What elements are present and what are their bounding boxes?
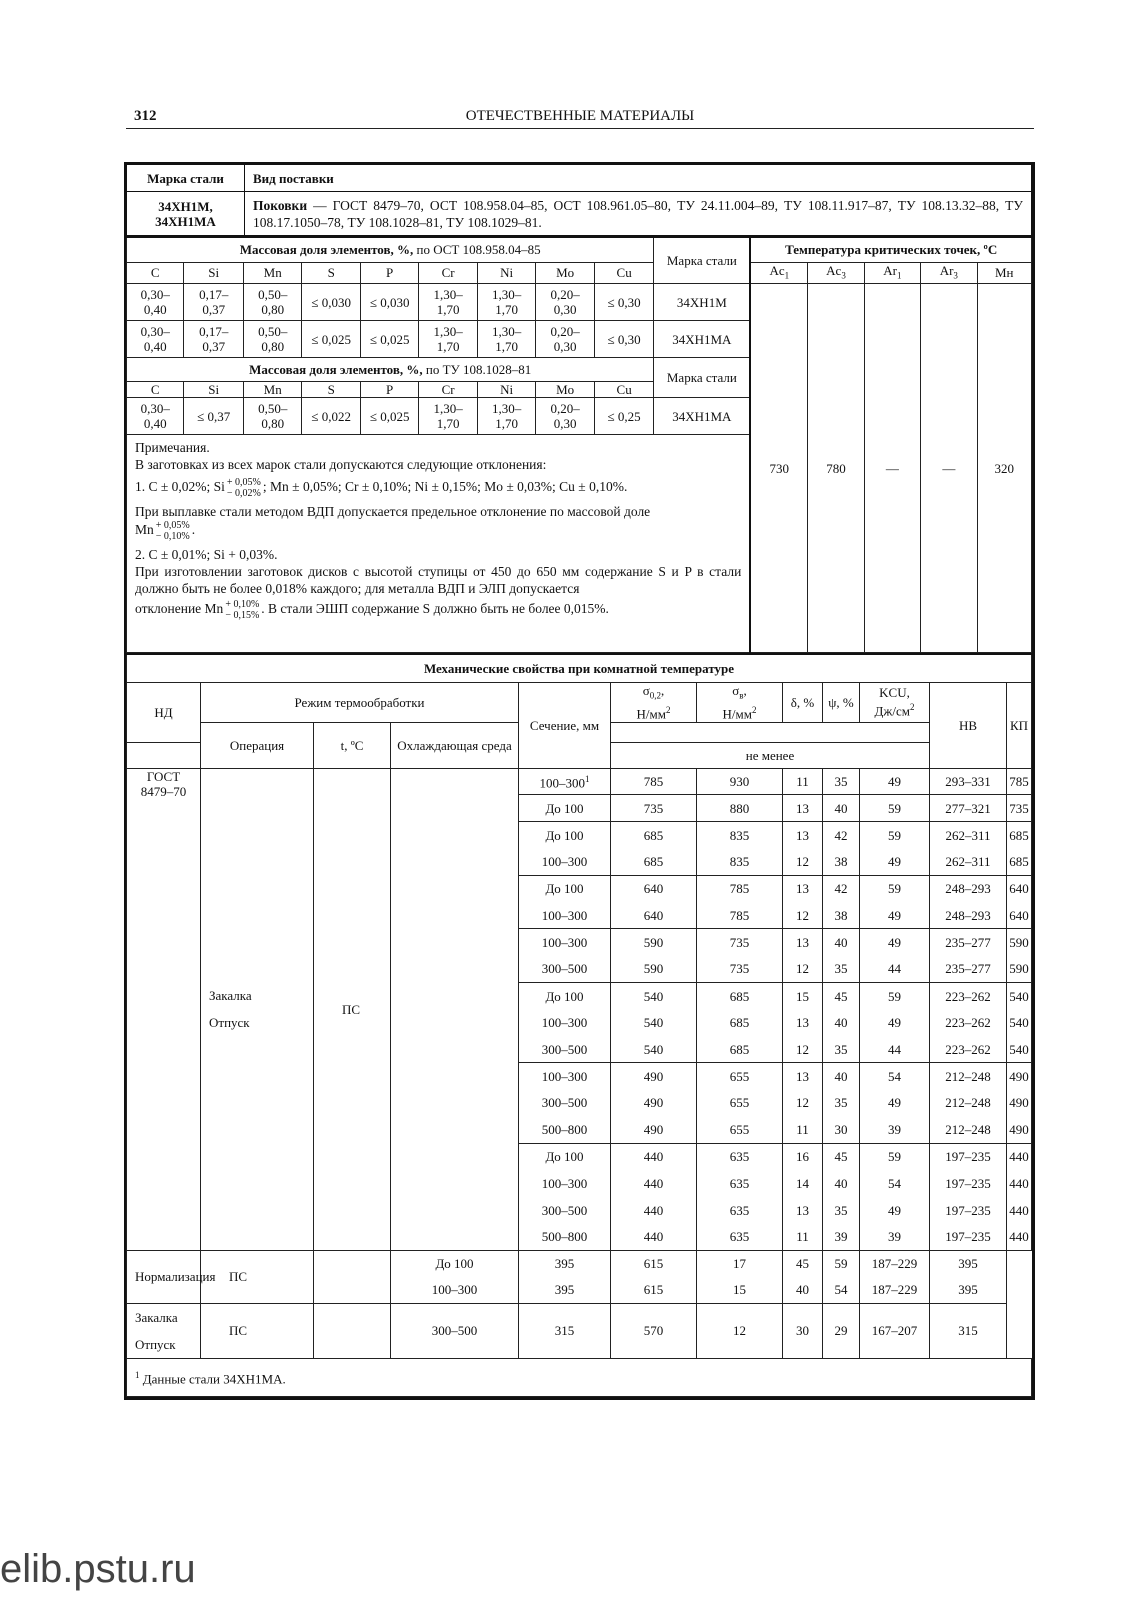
si-tolerance: + 0,05% − 0,02% bbox=[226, 477, 261, 500]
value-cell: 212–248 bbox=[930, 1090, 1007, 1117]
section-cell: До 100 bbox=[519, 795, 611, 822]
crit-value-ar3: — bbox=[921, 284, 977, 653]
crit-value-mn: 320 bbox=[977, 284, 1031, 653]
crit-ac3: $Ac_3$ bbox=[808, 262, 864, 284]
value-cell: 590 bbox=[1007, 929, 1032, 956]
crit-value-ac3: 780 bbox=[808, 284, 864, 653]
value-cell: 11 bbox=[783, 768, 823, 795]
value-cell: 59 bbox=[860, 875, 930, 902]
h-psi: ψ, % bbox=[823, 682, 860, 722]
value-cell: 293–331 bbox=[930, 768, 1007, 795]
value-cell: 13 bbox=[783, 875, 823, 902]
value-cell: 35 bbox=[823, 956, 860, 983]
value-cell: 440 bbox=[611, 1197, 697, 1224]
footnote: $^1$ Данные стали 34ХН1МА. bbox=[127, 1358, 1032, 1396]
h-kcu: KCU, $Дж/см^2$ bbox=[860, 682, 930, 722]
h-hb: HB bbox=[930, 682, 1007, 768]
value-cell: 640 bbox=[611, 875, 697, 902]
value-cell: 13 bbox=[783, 822, 823, 849]
value-cell: 30 bbox=[823, 1116, 860, 1143]
value-cell: 42 bbox=[823, 875, 860, 902]
section-cell: 300–500 bbox=[519, 1090, 611, 1117]
value-cell: 197–235 bbox=[930, 1224, 1007, 1251]
critical-points-title: Температура критических точек, ºС bbox=[750, 237, 1031, 262]
value-cell: 49 bbox=[860, 902, 930, 929]
value-cell: 785 bbox=[1007, 768, 1032, 795]
temp-cell: ПС bbox=[201, 1250, 314, 1303]
value-cell: 13 bbox=[783, 795, 823, 822]
value-cell: 440 bbox=[611, 1170, 697, 1197]
value-cell: 540 bbox=[1007, 1036, 1032, 1063]
el-si: Si bbox=[184, 262, 244, 284]
value-cell: 685 bbox=[1007, 848, 1032, 875]
supply-description bbox=[245, 192, 1032, 236]
el-s: S bbox=[302, 262, 360, 284]
h-cooling: Охлаждающая среда bbox=[391, 722, 519, 768]
value-cell: 440 bbox=[1007, 1197, 1032, 1224]
value-cell: 835 bbox=[697, 822, 783, 849]
value-cell: 35 bbox=[823, 1090, 860, 1117]
steel-sheet bbox=[124, 162, 1035, 1400]
value-cell: 440 bbox=[1007, 1224, 1032, 1251]
value-cell: 735 bbox=[697, 929, 783, 956]
value-cell: 635 bbox=[697, 1197, 783, 1224]
value-cell: 490 bbox=[1007, 1116, 1032, 1143]
section-cell: 100–300 bbox=[519, 848, 611, 875]
section-cell: 100–300 bbox=[519, 1170, 611, 1197]
value-cell: 59 bbox=[860, 982, 930, 1009]
section-cell: 500–800 bbox=[519, 1116, 611, 1143]
value-cell: 395 bbox=[519, 1250, 611, 1277]
value-cell: 735 bbox=[697, 956, 783, 983]
mechanical-table bbox=[126, 653, 1032, 1397]
value-cell: 12 bbox=[783, 956, 823, 983]
value-cell: 277–321 bbox=[930, 795, 1007, 822]
nd-cell: ГОСТ 8479–70 bbox=[127, 768, 201, 1250]
value-cell: 223–262 bbox=[930, 1009, 1007, 1036]
temp-cell: ПС bbox=[314, 768, 391, 1250]
h-operation: Операция bbox=[201, 722, 314, 768]
section-cell: До 100 bbox=[519, 875, 611, 902]
value-cell: 40 bbox=[823, 1009, 860, 1036]
section-cell: 300–500 bbox=[519, 956, 611, 983]
grade-column-header: Марка стали bbox=[654, 237, 750, 284]
value-cell: 12 bbox=[783, 1036, 823, 1063]
value-cell: 590 bbox=[611, 956, 697, 983]
value-cell: 640 bbox=[1007, 875, 1032, 902]
value-cell: 12 bbox=[697, 1303, 783, 1358]
grade-names: 34ХН1М, 34ХН1МА bbox=[127, 192, 245, 236]
value-cell: 262–311 bbox=[930, 822, 1007, 849]
section-cell: 100–300 bbox=[519, 1009, 611, 1036]
el-p: P bbox=[360, 262, 418, 284]
value-cell: 615 bbox=[611, 1277, 697, 1304]
value-cell: 248–293 bbox=[930, 875, 1007, 902]
value-cell: 40 bbox=[823, 795, 860, 822]
value-cell: 38 bbox=[823, 848, 860, 875]
mn-tolerance-2: + 0,10% − 0,15% bbox=[225, 599, 260, 622]
value-cell: 540 bbox=[611, 1036, 697, 1063]
section-cell: 100–300 bbox=[519, 902, 611, 929]
value-cell: 440 bbox=[611, 1143, 697, 1170]
value-cell: 685 bbox=[611, 848, 697, 875]
composition-row: 0,30– 0,40 0,17– 0,37 0,50– 0,80 ≤ 0,025 ≤ 0,025 1,30– 1,70 1,30– 1,70 0,20– 0,30 ≤ 0,30 34ХН1МА bbox=[127, 321, 1032, 358]
value-cell: 17 bbox=[697, 1250, 783, 1277]
value-cell: 45 bbox=[823, 1143, 860, 1170]
h-sb: $\sigma_в$, $Н/мм^2$ bbox=[697, 682, 783, 722]
value-cell: 40 bbox=[783, 1277, 823, 1304]
value-cell: 187–229 bbox=[860, 1250, 930, 1277]
value-cell: 45 bbox=[783, 1250, 823, 1277]
value-cell: 835 bbox=[697, 848, 783, 875]
value-cell: 49 bbox=[860, 848, 930, 875]
page-title: ОТЕЧЕСТВЕННЫЕ МАТЕРИАЛЫ bbox=[465, 108, 695, 124]
section-cell: 100–300 bbox=[391, 1277, 519, 1304]
section-cell: До 100 bbox=[519, 982, 611, 1009]
value-cell: 735 bbox=[1007, 795, 1032, 822]
value-cell: 490 bbox=[611, 1063, 697, 1090]
value-cell: 640 bbox=[611, 902, 697, 929]
value-cell: 167–207 bbox=[860, 1303, 930, 1358]
value-cell: 15 bbox=[783, 982, 823, 1009]
h-temp: t, ºС bbox=[314, 722, 391, 768]
section-cell: До 100 bbox=[391, 1250, 519, 1277]
value-cell: 54 bbox=[860, 1170, 930, 1197]
el-ni: Ni bbox=[477, 262, 535, 284]
value-cell: 655 bbox=[697, 1116, 783, 1143]
value-cell: 635 bbox=[697, 1143, 783, 1170]
value-cell: 685 bbox=[611, 822, 697, 849]
value-cell: 235–277 bbox=[930, 929, 1007, 956]
crit-ar1: $Ar_1$ bbox=[864, 262, 920, 284]
value-cell: 14 bbox=[783, 1170, 823, 1197]
value-cell: 262–311 bbox=[930, 848, 1007, 875]
composition-table: Массовая доля элементов, %, по ОСТ 108.958.04–85 Марка стали Температура критических точек, ºС C Si Mn S P Cr Ni Mo Cu $Ac_1$ $Ac_3$ $Ar_1$ $Ar_3$ Mн 0,30– 0,40 0,17– 0,37 0,50– 0,80 ≤ 0,030 ≤ 0,030 1,30– 1,70 1,30– 1,70 0,20– 0,30 ≤ 0,30 34ХН1М 730 780 — — 320 0,30– 0,40 0,17– 0,37 0,50– 0,80 ≤ 0,025 ≤ 0,025 1,30– 1,70 1,30– 1,70 0,20– 0,30 ≤ 0,30 34ХН1МА Массовая доля элементов, %, по ТУ 108.1028–81 Марка стали C Si Mn S P Cr Ni Mo Cu 0,30– 0,40 ≤ 0,37 0,50– 0,80 ≤ 0,022 ≤ 0,025 1,30– 1,70 1,30– 1,70 0,20– 0,30 ≤ 0,25 34ХН1МА Примечания. В заготовках из всех марок стали допускаются следующие отклонения: 1. C ± 0,02%; Si + 0,05% − 0,02% ; Mn ± 0,05%; Cr ± 0,10%; Ni ± 0,15%; Mo ± 0,03%; Cu ± 0,10%. При выплавке стали методом ВДП допускается предельное отклонение по массовой доле Mn + 0,05% − 0,10% . 2. C ± 0,01%; Si + 0,03%. При изготовлении заготовок дисков с высотой ступицы от 450 до 650 мм содержание S и P в стали должно быть не более 0,018% каждого; для металла ВДП и ЭЛП допускается отклонение Mn + 0,10% − 0,15% . В стали ЭШП содержание S должно быть не более 0,015%. bbox=[126, 236, 1032, 653]
value-cell: 12 bbox=[783, 848, 823, 875]
h-min: не менее bbox=[611, 742, 930, 768]
value-cell: 15 bbox=[697, 1277, 783, 1304]
operation-cell: Закалка Отпуск bbox=[201, 768, 314, 1250]
value-cell: 16 bbox=[783, 1143, 823, 1170]
value-cell: 540 bbox=[1007, 982, 1032, 1009]
supply-type: Поковки bbox=[253, 197, 308, 213]
supply-label: Вид поставки bbox=[245, 165, 1032, 192]
grade-label: Марка стали bbox=[127, 165, 245, 192]
value-cell: 59 bbox=[860, 1143, 930, 1170]
value-cell: 395 bbox=[930, 1250, 1007, 1277]
value-cell: 38 bbox=[823, 902, 860, 929]
value-cell: 570 bbox=[611, 1303, 697, 1358]
operation-cell: Закалка Отпуск bbox=[127, 1303, 201, 1358]
value-cell: 440 bbox=[611, 1224, 697, 1251]
value-cell: 13 bbox=[783, 1063, 823, 1090]
grade-column-header-2: Марка стали bbox=[654, 358, 750, 398]
value-cell: 540 bbox=[611, 982, 697, 1009]
crit-value-ac1: 730 bbox=[750, 284, 807, 653]
value-cell: 40 bbox=[823, 1170, 860, 1197]
value-cell: 440 bbox=[1007, 1143, 1032, 1170]
value-cell: 490 bbox=[1007, 1063, 1032, 1090]
el-mn: Mn bbox=[243, 262, 301, 284]
value-cell: 785 bbox=[697, 875, 783, 902]
value-cell: 12 bbox=[783, 902, 823, 929]
value-cell: 315 bbox=[930, 1303, 1007, 1358]
value-cell: 42 bbox=[823, 822, 860, 849]
value-cell: 187–229 bbox=[860, 1277, 930, 1304]
mech-title: Механические свойства при комнатной температуре bbox=[127, 654, 1032, 682]
value-cell: 11 bbox=[783, 1116, 823, 1143]
mn-tolerance-1: + 0,05% − 0,10% bbox=[155, 520, 190, 543]
value-cell: 212–248 bbox=[930, 1063, 1007, 1090]
value-cell: 685 bbox=[697, 1036, 783, 1063]
section-cell: 300–500 bbox=[519, 1197, 611, 1224]
value-cell: 223–262 bbox=[930, 982, 1007, 1009]
value-cell: 197–235 bbox=[930, 1197, 1007, 1224]
value-cell: 44 bbox=[860, 956, 930, 983]
crit-mn: Mн bbox=[977, 262, 1031, 284]
section-cell: 300–500 bbox=[391, 1303, 519, 1358]
value-cell: 615 bbox=[611, 1250, 697, 1277]
composition-title-2: Массовая доля элементов, %, по ТУ 108.1028–81 bbox=[127, 358, 654, 382]
operation-cell: Нормализация bbox=[127, 1250, 201, 1303]
value-cell: 440 bbox=[1007, 1170, 1032, 1197]
value-cell: 635 bbox=[697, 1224, 783, 1251]
mech-row bbox=[127, 1303, 1032, 1358]
value-cell: 540 bbox=[611, 1009, 697, 1036]
value-cell: 540 bbox=[1007, 1009, 1032, 1036]
crit-value-ar1: — bbox=[864, 284, 920, 653]
value-cell: 30 bbox=[783, 1303, 823, 1358]
value-cell: 590 bbox=[611, 929, 697, 956]
section-cell: До 100 bbox=[519, 1143, 611, 1170]
value-cell: 880 bbox=[697, 795, 783, 822]
value-cell: 13 bbox=[783, 1197, 823, 1224]
section-cell: $100-300^1$ bbox=[519, 768, 611, 795]
composition-row: 0,30– 0,40 ≤ 0,37 0,50– 0,80 ≤ 0,022 ≤ 0,025 1,30– 1,70 1,30– 1,70 0,20– 0,30 ≤ 0,25 34ХН1МА bbox=[127, 398, 1032, 435]
h-nd: НД bbox=[127, 682, 201, 742]
value-cell: 39 bbox=[860, 1116, 930, 1143]
temp-cell: ПС bbox=[201, 1303, 314, 1358]
value-cell: 590 bbox=[1007, 956, 1032, 983]
notes: Примечания. В заготовках из всех марок стали допускаются следующие отклонения: 1. C ± 0,02%; Si + 0,05% − 0,02% ; Mn ± 0,05%; Cr ± 0,10%; Ni ± 0,15%; Mo ± 0,03%; Cu ± 0,10%. При выплавке стали методом ВДП допускается предельное отклонение по массовой доле Mn + 0,05% − 0,10% . 2. C ± 0,01%; Si + 0,03%. При изготовлении заготовок дисков с высотой ступицы от 450 до 650 мм содержание S и P в стали должно быть не более 0,018% каждого; для металла ВДП и ЭЛП допускается отклонение Mn + 0,10% − 0,15% . В стали ЭШП содержание S должно быть не более 0,015%. bbox=[127, 435, 751, 653]
el-cu: Cu bbox=[594, 262, 654, 284]
section-cell: 100–300 bbox=[519, 1063, 611, 1090]
cooling-cell bbox=[314, 1303, 391, 1358]
composition-title-1: Массовая доля элементов, %, по ОСТ 108.958.04–85 bbox=[127, 237, 654, 262]
value-cell: 785 bbox=[611, 768, 697, 795]
value-cell: 49 bbox=[860, 768, 930, 795]
value-cell: 12 bbox=[783, 1090, 823, 1117]
el-c: C bbox=[127, 262, 184, 284]
composition-row: 0,30– 0,40 0,17– 0,37 0,50– 0,80 ≤ 0,030 ≤ 0,030 1,30– 1,70 1,30– 1,70 0,20– 0,30 ≤ 0,30 34ХН1М 730 780 — — 320 bbox=[127, 284, 1032, 321]
watermark: elib.pstu.ru bbox=[0, 1547, 196, 1591]
value-cell: 930 bbox=[697, 768, 783, 795]
value-cell: 54 bbox=[860, 1063, 930, 1090]
value-cell: 635 bbox=[697, 1170, 783, 1197]
value-cell: 685 bbox=[1007, 822, 1032, 849]
grade-supply-table bbox=[126, 164, 1032, 236]
value-cell: 685 bbox=[697, 1009, 783, 1036]
value-cell: 13 bbox=[783, 929, 823, 956]
h-section: Сечение, мм bbox=[519, 682, 611, 768]
value-cell: 39 bbox=[860, 1224, 930, 1251]
page-number: 312 bbox=[134, 108, 157, 124]
crit-ar3: $Ar_3$ bbox=[921, 262, 977, 284]
section-cell: 300–500 bbox=[519, 1036, 611, 1063]
cooling-cell bbox=[391, 768, 519, 1250]
value-cell: 735 bbox=[611, 795, 697, 822]
value-cell: 685 bbox=[697, 982, 783, 1009]
value-cell: 35 bbox=[823, 1036, 860, 1063]
value-cell: 490 bbox=[611, 1116, 697, 1143]
mech-row bbox=[127, 1250, 1032, 1277]
value-cell: 54 bbox=[823, 1277, 860, 1304]
value-cell: 315 bbox=[519, 1303, 611, 1358]
value-cell: 59 bbox=[860, 795, 930, 822]
value-cell: 40 bbox=[823, 1063, 860, 1090]
mech-row bbox=[127, 768, 1032, 795]
section-cell: До 100 bbox=[519, 822, 611, 849]
value-cell: 490 bbox=[611, 1090, 697, 1117]
value-cell: 223–262 bbox=[930, 1036, 1007, 1063]
value-cell: 59 bbox=[823, 1250, 860, 1277]
supply-standards: — ГОСТ 8479–70, ОСТ 108.958.04–85, ОСТ 108.961.05–80, ТУ 24.11.004–89, ТУ 108.11.917–87, ТУ 108.13.32–88, ТУ 108.17.1050–78, ТУ 108.1028–81, ТУ 108.1029–81. bbox=[253, 197, 1023, 230]
value-cell: 11 bbox=[783, 1224, 823, 1251]
crit-ac1: $Ac_1$ bbox=[750, 262, 807, 284]
section-cell: 100–300 bbox=[519, 929, 611, 956]
value-cell: 655 bbox=[697, 1090, 783, 1117]
h-s02: $\sigma_{0,2}$, $Н/мм^2$ bbox=[611, 682, 697, 722]
value-cell: 640 bbox=[1007, 902, 1032, 929]
value-cell: 248–293 bbox=[930, 902, 1007, 929]
h-delta: δ, % bbox=[783, 682, 823, 722]
value-cell: 212–248 bbox=[930, 1116, 1007, 1143]
cooling-cell bbox=[314, 1250, 391, 1303]
h-mode: Режим термообработки bbox=[201, 682, 519, 722]
h-kp: КП bbox=[1007, 682, 1032, 768]
value-cell: 35 bbox=[823, 768, 860, 795]
value-cell: 49 bbox=[860, 1090, 930, 1117]
section-cell: 500–800 bbox=[519, 1224, 611, 1251]
el-mo: Mo bbox=[536, 262, 594, 284]
value-cell: 197–235 bbox=[930, 1170, 1007, 1197]
value-cell: 395 bbox=[930, 1277, 1007, 1304]
value-cell: 655 bbox=[697, 1063, 783, 1090]
value-cell: 49 bbox=[860, 929, 930, 956]
value-cell: 490 bbox=[1007, 1090, 1032, 1117]
page-header bbox=[126, 106, 1034, 129]
value-cell: 59 bbox=[860, 822, 930, 849]
value-cell: 40 bbox=[823, 929, 860, 956]
value-cell: 49 bbox=[860, 1197, 930, 1224]
value-cell: 35 bbox=[823, 1197, 860, 1224]
value-cell: 44 bbox=[860, 1036, 930, 1063]
value-cell: 45 bbox=[823, 982, 860, 1009]
value-cell: 39 bbox=[823, 1224, 860, 1251]
value-cell: 785 bbox=[697, 902, 783, 929]
value-cell: 29 bbox=[823, 1303, 860, 1358]
value-cell: 395 bbox=[519, 1277, 611, 1304]
el-cr: Cr bbox=[419, 262, 477, 284]
value-cell: 49 bbox=[860, 1009, 930, 1036]
value-cell: 197–235 bbox=[930, 1143, 1007, 1170]
value-cell: 235–277 bbox=[930, 956, 1007, 983]
value-cell: 13 bbox=[783, 1009, 823, 1036]
